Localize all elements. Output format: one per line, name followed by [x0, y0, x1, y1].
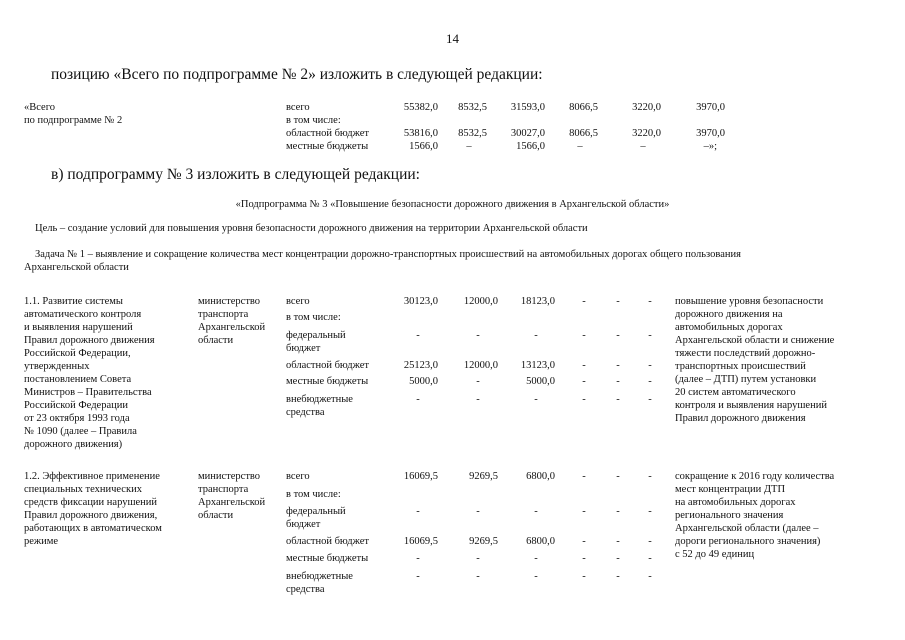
funding-value: - — [416, 571, 420, 582]
funding-value: - — [582, 394, 586, 405]
funding-value: - — [648, 376, 652, 387]
funding-value: - — [534, 553, 538, 564]
totals-source: местные бюджеты — [286, 141, 369, 152]
funding-source: областной бюджет — [286, 360, 369, 371]
expected-result-line: на автомобильных дорогах — [675, 497, 796, 508]
funding-value: - — [616, 394, 620, 405]
funding-value: - — [616, 376, 620, 387]
funding-value: 16069,5 — [403, 471, 438, 482]
funding-value: - — [648, 330, 652, 341]
totals-value: –»; — [703, 141, 717, 152]
executor-line: транспорта — [198, 484, 249, 495]
funding-source: средства — [286, 407, 325, 418]
executor-line: министерство — [198, 471, 261, 482]
funding-value: - — [616, 330, 620, 341]
expected-result-line: мест концентрации ДТП — [675, 484, 786, 495]
measure-name-line: утвержденных — [24, 361, 90, 372]
page-number: 14 — [446, 31, 459, 46]
funding-source: федеральный — [286, 330, 346, 341]
funding-value: - — [648, 471, 652, 482]
totals-label-line2: по подпрограмме № 2 — [24, 115, 123, 126]
expected-result-line: Правил дорожного движения — [675, 413, 806, 424]
funding-value: - — [476, 506, 480, 517]
funding-value: - — [582, 553, 586, 564]
totals-source: в том числе: — [286, 115, 341, 126]
funding-value: - — [534, 571, 538, 582]
measure-name-line: № 1090 (далее – Правила — [24, 426, 137, 437]
totals-value: 8066,5 — [569, 128, 598, 139]
executor-line: транспорта — [198, 309, 249, 320]
funding-source: федеральный — [286, 506, 346, 517]
funding-source: в том числе: — [286, 312, 341, 323]
expected-result-line: повышение уровня безопасности — [675, 296, 824, 307]
expected-result-line: Архангельской области и снижение — [675, 335, 835, 346]
totals-source: всего — [286, 102, 310, 113]
expected-result-line: (далее – ДТП) путем установки — [675, 374, 817, 385]
funding-value: 30123,0 — [403, 296, 438, 307]
funding-value: 9269,5 — [469, 536, 498, 547]
expected-result-line: 20 систем автоматического — [675, 387, 796, 398]
measure-name-line: средств фиксации нарушений — [24, 497, 158, 508]
funding-value: - — [582, 296, 586, 307]
totals-value: 8066,5 — [569, 102, 598, 113]
funding-value: 9269,5 — [469, 471, 498, 482]
funding-value: 18123,0 — [520, 296, 555, 307]
totals-value: 55382,0 — [403, 102, 438, 113]
funding-value: - — [648, 394, 652, 405]
funding-source: бюджет — [286, 519, 321, 530]
funding-value: 12000,0 — [463, 296, 498, 307]
funding-value: 12000,0 — [463, 360, 498, 371]
expected-result-line: контроля и выявления нарушений — [675, 400, 827, 411]
expected-result-line: тяжести последствий дорожно- — [675, 348, 816, 359]
measure-name-line: Правил дорожного движения, — [24, 510, 158, 521]
funding-value: 5000,0 — [526, 376, 555, 387]
measure-name-line: постановлением Совета — [24, 374, 132, 385]
funding-value: - — [616, 360, 620, 371]
totals-value: 1566,0 — [516, 141, 545, 152]
funding-value: 5000,0 — [409, 376, 438, 387]
funding-value: 25123,0 — [403, 360, 438, 371]
totals-value: – — [466, 141, 472, 152]
funding-value: - — [648, 296, 652, 307]
funding-value: - — [416, 506, 420, 517]
funding-value: - — [476, 330, 480, 341]
executor-line: области — [198, 510, 234, 521]
totals-value: 3970,0 — [696, 128, 725, 139]
measure-name-line: Правил дорожного движения — [24, 335, 155, 346]
measure-name-line: Российской Федерации, — [24, 348, 131, 359]
funding-source: местные бюджеты — [286, 553, 369, 564]
funding-source: средства — [286, 584, 325, 595]
funding-value: 16069,5 — [403, 536, 438, 547]
funding-value: - — [416, 553, 420, 564]
funding-value: - — [648, 553, 652, 564]
funding-value: - — [648, 506, 652, 517]
totals-value: 3220,0 — [632, 102, 661, 113]
funding-value: - — [416, 330, 420, 341]
expected-result-line: с 52 до 49 единиц — [675, 549, 755, 560]
funding-value: - — [616, 553, 620, 564]
measure-name-line: от 23 октября 1993 года — [24, 413, 130, 424]
measure-name-line: автоматического контроля — [24, 309, 142, 320]
funding-value: 6800,0 — [526, 536, 555, 547]
funding-source: всего — [286, 471, 310, 482]
totals-value: 3970,0 — [696, 102, 725, 113]
totals-value: 8532,5 — [458, 128, 487, 139]
totals-value: 1566,0 — [409, 141, 438, 152]
funding-value: 13123,0 — [520, 360, 555, 371]
funding-source: в том числе: — [286, 489, 341, 500]
amendment-heading-v: в) подпрограмму № 3 изложить в следующей редакции: — [51, 166, 420, 183]
funding-value: - — [582, 360, 586, 371]
funding-value: - — [416, 394, 420, 405]
funding-value: 6800,0 — [526, 471, 555, 482]
funding-value: - — [582, 330, 586, 341]
funding-value: - — [476, 394, 480, 405]
funding-value: - — [616, 296, 620, 307]
funding-value: - — [582, 571, 586, 582]
funding-value: - — [582, 376, 586, 387]
expected-result-line: дороги регионального значения) — [675, 536, 821, 547]
funding-source: внебюджетные — [286, 571, 353, 582]
expected-result-line: автомобильных дорогах — [675, 322, 783, 333]
funding-value: - — [582, 471, 586, 482]
totals-value: – — [577, 141, 583, 152]
funding-value: - — [476, 571, 480, 582]
measure-name-line: специальных технических — [24, 484, 142, 495]
executor-line: Архангельской — [198, 322, 266, 333]
subprogram-title: «Подпрограмма № 3 «Повышение безопасности дорожного движения в Архангельской области» — [235, 199, 670, 210]
totals-value: 30027,0 — [510, 128, 545, 139]
measure-name-line: 1.1. Развитие системы — [24, 296, 123, 307]
totals-source: областной бюджет — [286, 128, 369, 139]
funding-value: - — [534, 330, 538, 341]
totals-value: 3220,0 — [632, 128, 661, 139]
funding-source: местные бюджеты — [286, 376, 369, 387]
task-line1: Задача № 1 – выявление и сокращение количества мест концентрации дорожно-транспортных происшествий на автомобильных дорогах общего пользования — [35, 249, 741, 260]
funding-value: - — [616, 571, 620, 582]
funding-source: внебюджетные — [286, 394, 353, 405]
amendment-heading-position: позицию «Всего по подпрограмме № 2» изложить в следующей редакции: — [51, 66, 543, 83]
totals-label-line1: «Всего — [24, 102, 55, 113]
expected-result-line: транспортных происшествий — [675, 361, 806, 372]
funding-value: - — [648, 536, 652, 547]
funding-source: всего — [286, 296, 310, 307]
executor-line: министерство — [198, 296, 261, 307]
funding-value: - — [616, 536, 620, 547]
task-line2: Архангельской области — [24, 262, 129, 273]
funding-value: - — [534, 506, 538, 517]
expected-result-line: дорожного движения на — [675, 309, 783, 320]
expected-result-line: Архангельской области (далее – — [675, 523, 819, 534]
totals-value: 53816,0 — [403, 128, 438, 139]
funding-value: - — [582, 506, 586, 517]
measure-name-line: и выявления нарушений — [24, 322, 133, 333]
subprogram-goal: Цель – создание условий для повышения уровня безопасности дорожного движения на территории Архангельской области — [35, 223, 588, 234]
measure-name-line: Российской Федерации — [24, 400, 128, 411]
funding-value: - — [582, 536, 586, 547]
funding-source: областной бюджет — [286, 536, 369, 547]
funding-source: бюджет — [286, 343, 321, 354]
totals-value: 8532,5 — [458, 102, 487, 113]
measure-name-line: работающих в автоматическом — [24, 523, 162, 534]
funding-value: - — [476, 553, 480, 564]
funding-value: - — [648, 571, 652, 582]
expected-result-line: сокращение к 2016 году количества — [675, 471, 835, 482]
funding-value: - — [616, 471, 620, 482]
measure-name-line: Министров – Правительства — [24, 387, 152, 398]
funding-value: - — [534, 394, 538, 405]
funding-value: - — [476, 376, 480, 387]
totals-value: 31593,0 — [510, 102, 545, 113]
funding-value: - — [616, 506, 620, 517]
executor-line: Архангельской — [198, 497, 266, 508]
funding-value: - — [648, 360, 652, 371]
expected-result-line: регионального значения — [675, 510, 784, 521]
measure-name-line: 1.2. Эффективное применение — [24, 471, 160, 482]
measure-name-line: режиме — [24, 536, 59, 547]
totals-value: – — [640, 141, 646, 152]
executor-line: области — [198, 335, 234, 346]
measure-name-line: дорожного движения) — [24, 439, 123, 450]
